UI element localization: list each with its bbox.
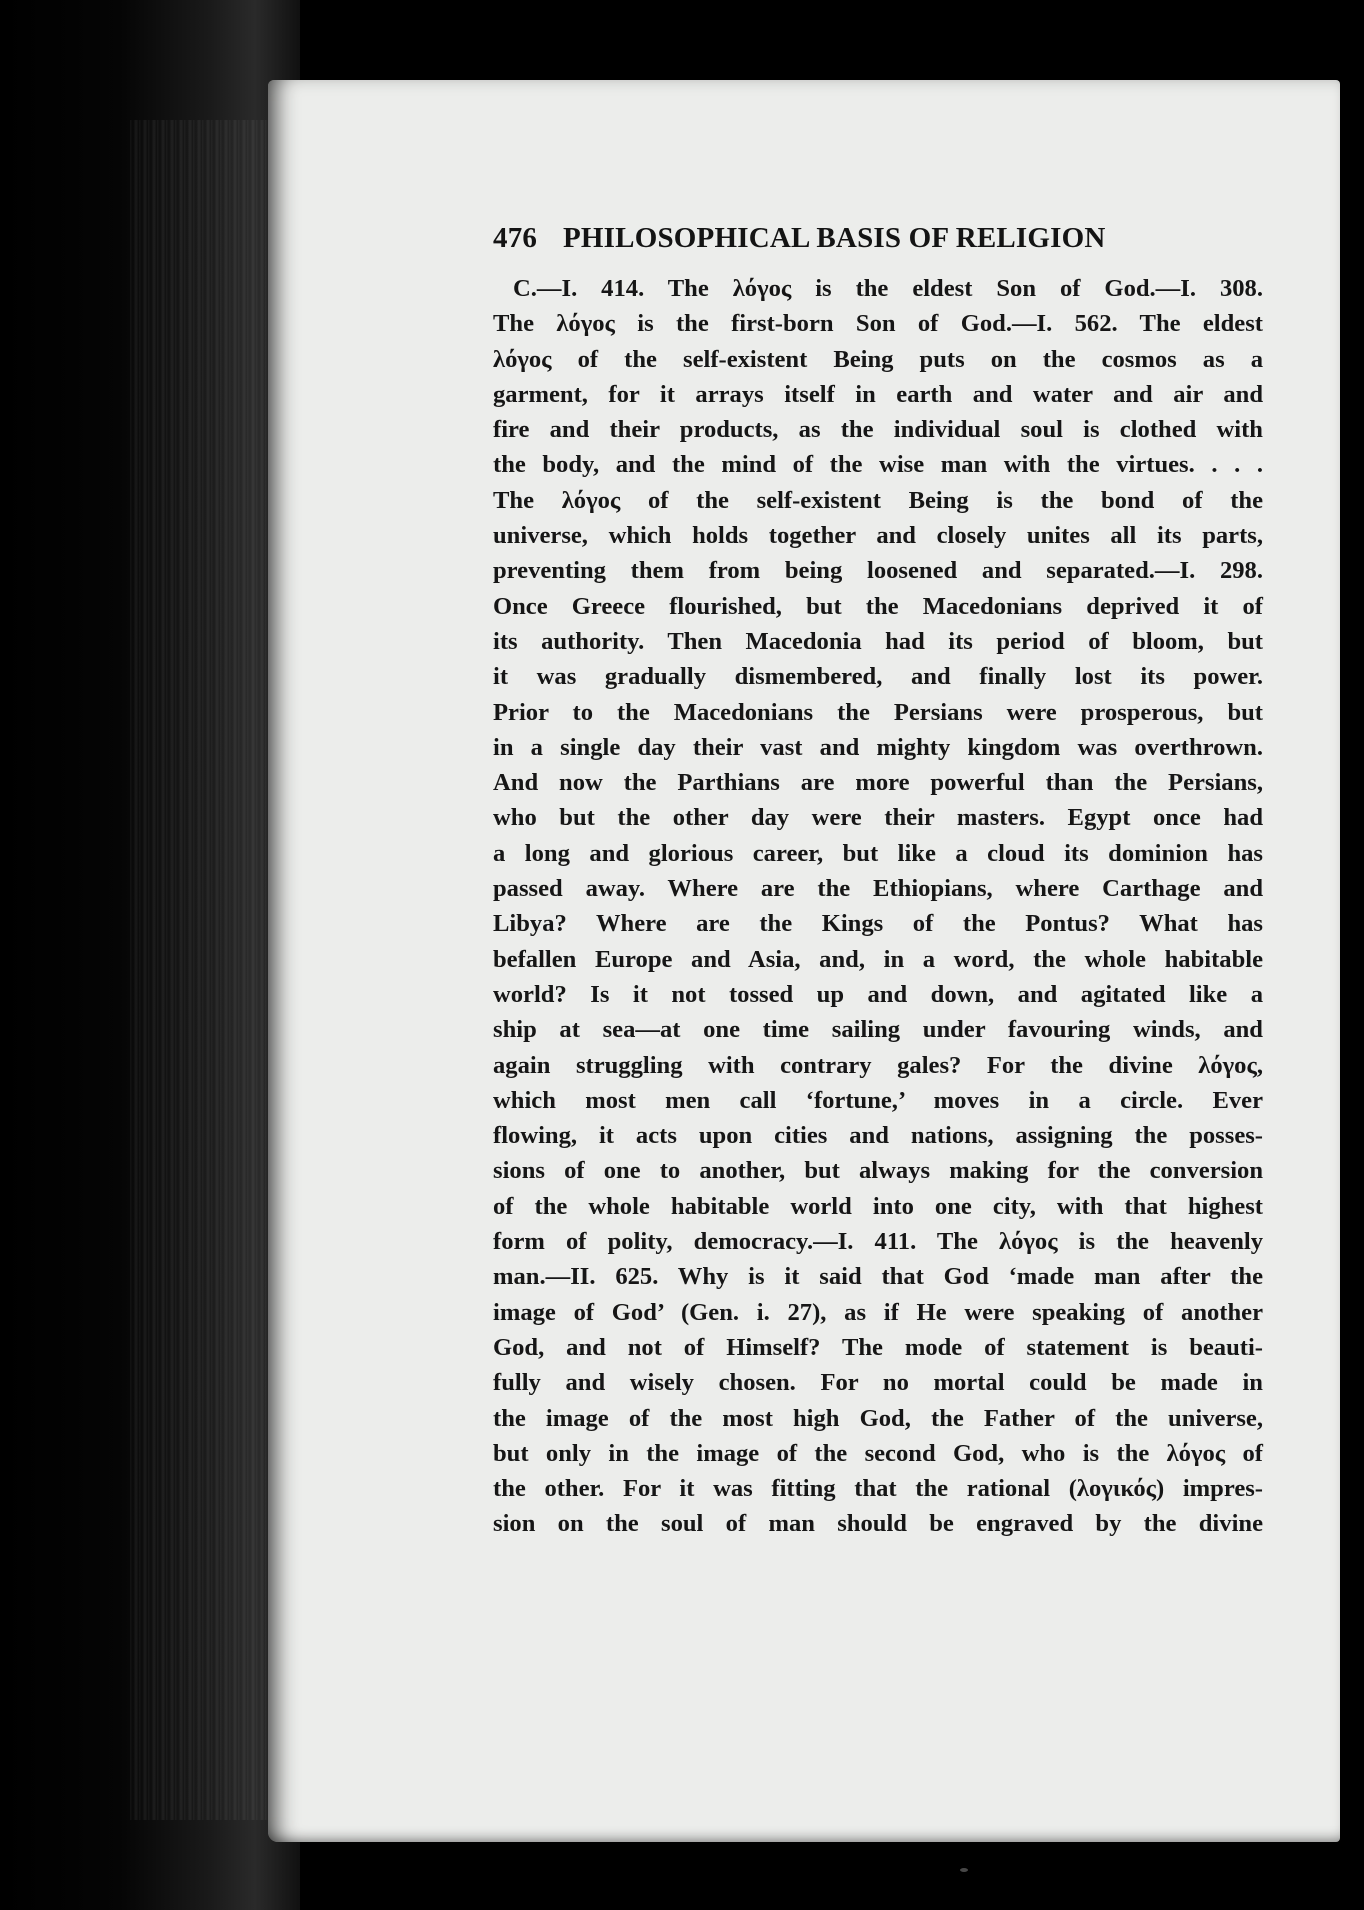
binding-texture [130,120,290,1820]
running-title: PHILOSOPHICAL BASIS OF RELIGION [563,222,1106,254]
text-line: sions of one to another, but always making for the conversion [493,1157,1263,1185]
text-line: which most men call ‘fortune,’ moves in a circle. Ever [493,1086,1263,1114]
text-line: in a single day their vast and mighty kingdom was overthrown. [493,733,1263,761]
text-line: world? Is it not tossed up and down, and agitated like a [493,980,1263,1008]
text-line: again struggling with contrary gales? For the divine λόγος, [493,1051,1263,1079]
text-line: And now the Parthians are more powerful than the Persians, [493,769,1263,797]
text-line: of the whole habitable world into one city, with that highest [493,1192,1263,1220]
text-line: sion on the soul of man should be engraved by the divine [493,1510,1263,1538]
text-line: befallen Europe and Asia, and, in a word, the whole habitable [493,945,1263,973]
text-line: The λόγος is the first-born Son of God.—I. 562. The eldest [493,310,1263,338]
text-line: a long and glorious career, but like a cloud its dominion has [493,839,1263,867]
text-line: man.—II. 625. Why is it said that God ‘made man after the [493,1263,1263,1291]
text-line: preventing them from being loosened and separated.—I. 298. [493,557,1263,585]
text-line: passed away. Where are the Ethiopians, where Carthage and [493,875,1263,903]
scan-smudge [960,1868,968,1872]
text-line: ship at sea—at one time sailing under favouring winds, and [493,1016,1263,1044]
page-content [493,222,1263,1542]
text-line: the body, and the mind of the wise man with the virtues. . . . [493,451,1263,479]
text-line: it was gradually dismembered, and finally lost its power. [493,663,1263,691]
text-line: God, and not of Himself? The mode of statement is beauti- [493,1333,1263,1361]
text-line: λόγος of the self-existent Being puts on the cosmos as a [493,345,1263,373]
text-line: fully and wisely chosen. For no mortal could be made in [493,1369,1263,1397]
body-paragraph [493,271,1263,1542]
page-number: 476 [493,222,538,254]
text-line: the image of the most high God, the Father of the universe, [493,1404,1263,1432]
text-line: image of God’ (Gen. i. 27), as if He were speaking of another [493,1298,1263,1326]
text-line: Libya? Where are the Kings of the Pontus? What has [493,910,1263,938]
text-line: Once Greece flourished, but the Macedonians deprived it of [493,592,1263,620]
text-line: but only in the image of the second God, who is the λόγος of [493,1439,1263,1467]
text-line: C.—I. 414. The λόγος is the eldest Son of God.—I. 308. [513,275,1263,302]
text-line: garment, for it arrays itself in earth and water and air and [493,380,1263,408]
text-line: its authority. Then Macedonia had its period of bloom, but [493,627,1263,655]
text-line: form of polity, democracy.—I. 411. The λόγος is the heavenly [493,1228,1263,1256]
text-line: fire and their products, as the individual soul is clothed with [493,416,1263,444]
text-line: Prior to the Macedonians the Persians were prosperous, but [493,698,1263,726]
text-line: flowing, it acts upon cities and nations, assigning the posses- [493,1122,1263,1150]
text-line: who but the other day were their masters. Egypt once had [493,804,1263,832]
text-line: universe, which holds together and closely unites all its parts, [493,522,1263,550]
book-page [268,80,1340,1842]
text-line: The λόγος of the self-existent Being is the bond of the [493,486,1263,514]
text-line: the other. For it was fitting that the rational (λογικός) impres- [493,1475,1263,1503]
running-head [493,222,1263,255]
